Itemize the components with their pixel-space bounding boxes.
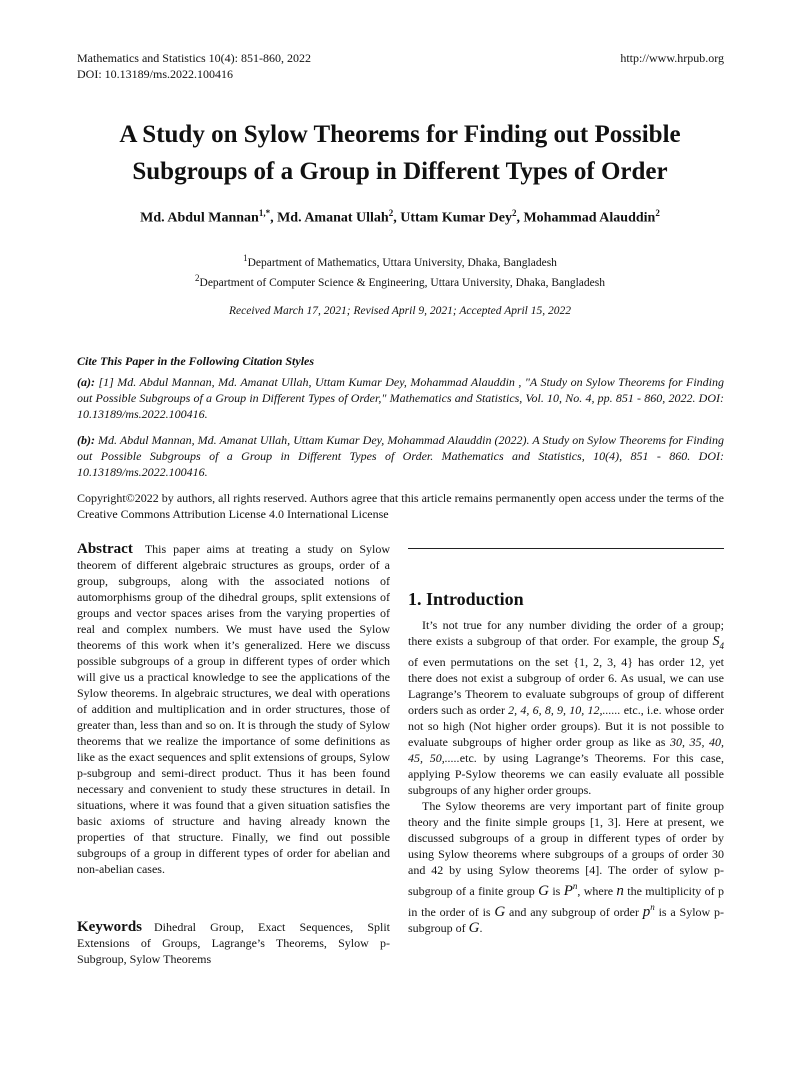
column-rule	[408, 548, 724, 549]
citation-heading: Cite This Paper in the Following Citation Styles	[77, 354, 315, 368]
intro-paragraph-1: It’s not true for any number dividing the order of a group; there exists a subgroup of that order. For example, the group $S_4$ of even permutations on the set {1, 2, 3, 4} has order 12, yet there does not exist a subgroup of order 6. As usual, we can use Lagrange’s Theorem to evaluate subgroups of group of different orders such as order 2, 4, 6, 8, 9, 10, 12,...... etc., i.e. whose order not so high (Not higher order groups). But it is not possible to evaluate subgroups of higher order group as like as 30, 35, 40, 45, 50,.....etc. by using Lagrange’s Theorems. For this case, applying P-Sylow theorems we can easily evaluate all possible subgroups of any higher order groups.	[408, 618, 725, 797]
citation-a: (a): [1] Md. Abdul Mannan, Md. Amanat Ullah, Uttam Kumar Dey, Mohammad Alauddin , "A Study on Sylow Theorems for Finding out Possible Subgroups of a Group in Different Types of Order," Mathematics and Statistics, Vol. 10, No. 4, pp. 851 - 860, 2022. DOI: 10.13189/ms.2022.100416.	[77, 375, 724, 421]
abstract-label: Abstract	[77, 541, 133, 557]
copyright-notice: Copyright©2022 by authors, all rights reserved. Authors agree that this article remains permanently open access under the terms of the Creative Commons Attribution License 4.0 International License	[77, 491, 724, 521]
keywords	[77, 919, 390, 967]
journal-info: Mathematics and Statistics 10(4): 851-860, 2022	[77, 51, 311, 65]
doi: DOI: 10.13189/ms.2022.100416	[77, 67, 233, 81]
paper-title: A Study on Sylow Theorems for Finding out Possible Subgroups of a Group in Different Types of Order	[119, 121, 681, 185]
affiliation-2: $^2$Department of Computer Science & Engineering, Uttara University, Dhaka, Bangladesh	[195, 272, 605, 289]
abstract	[77, 541, 390, 877]
keywords-text: Dihedral Group, Exact Sequences, Split Extensions of Groups, Lagrange’s Theorems, Sylow p-Subgroup, Sylow Theorems	[77, 920, 390, 966]
abstract-text: This paper aims at treating a study on Sylow theorem of different algebraic structures as groups, order of a group, subgroups, along with the associated notions of automorphisms group of the dihedral groups, split extensions of groups and vector spaces arises from the varying properties of real and complex numbers. We must have used the Sylow theorems of this work when it’s generalized. Here we discuss possible subgroups of a group in different types of order which will give us a practical knowledge to see the applications of the Sylow theorems. In algebraic structures, we deal with operations of addition and multiplication and in order structures, those of greater than, less than and so on. It is through the study of Sylow theorems that we realize the importance of some definitions as like as the exact sequences and split extensions of groups, Sylow p-subgroup and semi-direct product. Thus it has been found necessary and convenient to study these structures in detail. In situations, where it was found that a given situation satisfies the basic axioms of structure and having already known the properties of that structure. Finally, we find out possible subgroups of a group in different types of order for abelian and non-abelian cases.	[77, 542, 390, 876]
affiliations	[40, 251, 760, 291]
author-list: Md. Abdul Mannan$^{1,*}$, Md. Amanat Ullah$^2$, Uttam Kumar Dey$^2$, Mohammad Alauddin$^2$	[140, 208, 660, 226]
journal-url[interactable]: http://www.hrpub.org	[620, 51, 724, 65]
introduction-body	[408, 617, 724, 936]
citation-b: (b): Md. Abdul Mannan, Md. Amanat Ullah, Uttam Kumar Dey, Mohammad Alauddin (2022). A Study on Sylow Theorems for Finding out Possible Subgroups of a Group in Different Types of Order. Mathematics and Statistics, 10(4), 851 - 860. DOI: 10.13189/ms.2022.100416.	[77, 433, 724, 479]
keywords-label: Keywords	[77, 919, 142, 935]
affiliation-1: $^1$Department of Mathematics, Uttara University, Dhaka, Bangladesh	[243, 253, 557, 269]
section-heading-introduction: 1. Introduction	[408, 589, 524, 609]
intro-paragraph-2: The Sylow theorems are very important part of finite group theory and the finite simple groups [1, 3]. Here at present, we discussed subgroups of a group in different types of order by using Sylow theorems where subgroups of a groups of order 30 and 42 by using Sylow theorems [4]. The order of sylow p-subgroup of a finite group G is $P^n$, where n the multiplicity of p in the order of is G and any subgroup of order $p^n$ is a Sylow p-subgroup of G.	[408, 798, 725, 936]
publication-dates: Received March 17, 2021; Revised April 9, 2021; Accepted April 15, 2022	[229, 305, 571, 317]
running-header	[77, 50, 724, 82]
